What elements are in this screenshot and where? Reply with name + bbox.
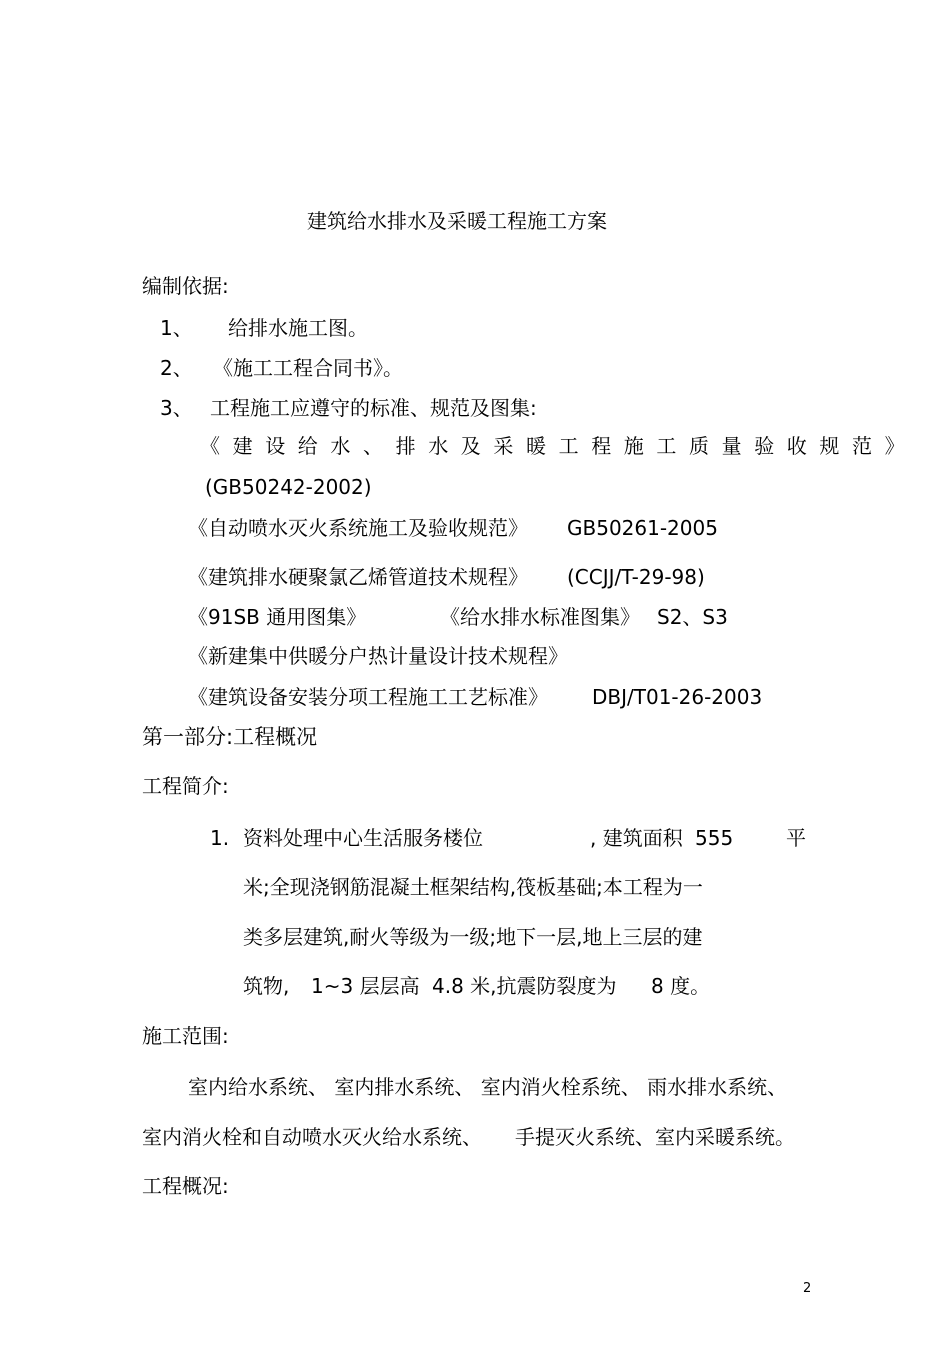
document-title: 建筑给水排水及采暖工程施工方案	[307, 209, 607, 233]
intro-line-1a: 资料处理中心生活服务楼位	[243, 826, 483, 850]
basis-item-2-text: 《施工工程合同书》。	[213, 356, 403, 380]
standard-2-code: GB50261-2005	[567, 516, 718, 540]
intro-heading: 工程简介:	[142, 774, 229, 798]
intro-line-4d: 8 度。	[651, 974, 711, 998]
intro-line-1b: , 建筑面积	[590, 826, 683, 850]
intro-line-4b: 1~3 层层高	[311, 974, 420, 998]
basis-item-1-number: 1、	[160, 316, 193, 340]
intro-line-3: 类多层建筑,耐火等级为一级;地下一层,地上三层的建	[243, 925, 703, 949]
standard-4-name-2: 《给水排水标准图集》	[440, 605, 640, 629]
standard-6-name: 《建筑设备安装分项工程施工工艺标准》	[188, 685, 548, 709]
scope-line-2b: 手提灭火系统、室内采暖系统。	[515, 1125, 795, 1149]
basis-heading: 编制依据:	[142, 274, 229, 298]
basis-item-1-text: 给排水施工图。	[228, 316, 368, 340]
overview-heading: 工程概况:	[142, 1174, 229, 1198]
standard-4-code: S2、S3	[657, 605, 728, 629]
standard-2-name: 《自动喷水灭火系统施工及验收规范》	[188, 516, 528, 540]
intro-line-1c: 555	[695, 826, 734, 850]
scope-heading: 施工范围:	[142, 1024, 229, 1048]
basis-item-3-text: 工程施工应遵守的标准、规范及图集:	[210, 396, 537, 420]
page-number: 2	[803, 1281, 812, 1296]
standard-1-code: (GB50242-2002)	[205, 475, 372, 499]
intro-line-1d: 平	[786, 826, 806, 850]
standard-4-name: 《91SB 通用图集》	[188, 605, 367, 629]
scope-line-2a: 室内消火栓和自动喷水灭火给水系统、	[142, 1125, 482, 1149]
intro-line-4a: 筑物,	[243, 974, 290, 998]
standard-6-code: DBJ/T01-26-2003	[592, 685, 763, 709]
intro-number: 1.	[210, 826, 230, 850]
intro-line-4c: 4.8 米,抗震防裂度为	[432, 974, 617, 998]
standard-5-name: 《新建集中供暖分户热计量设计技术规程》	[188, 644, 568, 668]
part1-heading: 第一部分:工程概况	[142, 725, 318, 749]
standard-3-name: 《建筑排水硬聚氯乙烯管道技术规程》	[188, 565, 528, 589]
basis-item-3-number: 3、	[160, 396, 193, 420]
basis-item-2-number: 2、	[160, 356, 193, 380]
scope-line-1: 室内给水系统、 室内排水系统、 室内消火栓系统、 雨水排水系统、	[188, 1075, 788, 1099]
standard-1-name: 《建设给水、排水及采暖工程施工质量验收规范》	[200, 434, 918, 458]
intro-line-2: 米;全现浇钢筋混凝土框架结构,筏板基础;本工程为一	[243, 875, 703, 899]
standard-3-code: (CCJJ/T-29-98)	[567, 565, 705, 589]
